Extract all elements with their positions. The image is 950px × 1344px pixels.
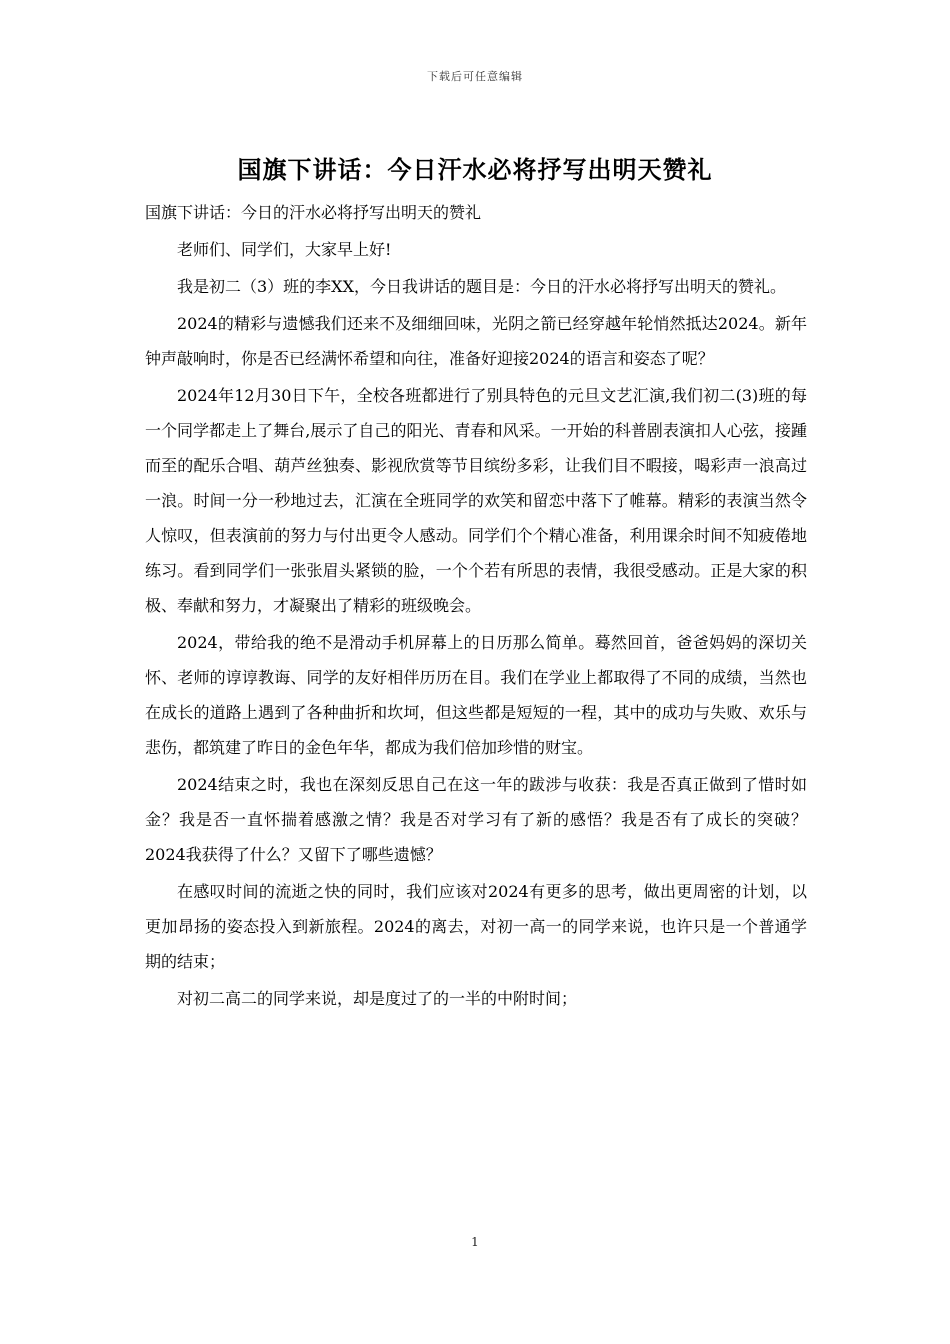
- subtitle-paragraph: 国旗下讲话：今日的汗水必将抒写出明天的赞礼: [145, 203, 482, 222]
- document-body: [145, 195, 807, 1018]
- body-paragraph: 2024，带给我的绝不是滑动手机屏幕上的日历那么简单。蓦然回首，爸爸妈妈的深切关怀、老师的谆谆教诲、同学的友好相伴历历在目。我们在学业上都取得了不同的成绩，当然也在成长的道路上遇到了各种曲折和坎坷，但这些都是短短的一程，其中的成功与失败、欢乐与悲伤，都筑建了昨日的金色年华，都成为我们倍加珍惜的财宝。: [145, 633, 807, 757]
- body-paragraph: 在感叹时间的流逝之快的同时，我们应该对2024有更多的思考，做出更周密的计划，以更加昂扬的姿态投入到新旅程。2024的离去，对初一高一的同学来说，也许只是一个普通学期的结束；: [145, 882, 807, 971]
- greeting-paragraph: 老师们、同学们，大家早上好!: [177, 240, 392, 259]
- body-paragraph: 对初二高二的同学来说，却是度过了的一半的中附时间；: [177, 989, 578, 1008]
- document-title: 国旗下讲话：今日汗水必将抒写出明天赞礼: [237, 155, 713, 184]
- body-paragraph: 2024结束之时，我也在深刻反思自己在这一年的跋涉与收获：我是否真正做到了惜时如金？我是否一直怀揣着感激之情？我是否对学习有了新的感悟？我是否有了成长的突破？2024我获得了什么？又留下了哪些遗憾？: [145, 775, 807, 864]
- page-number: 1: [471, 1235, 479, 1249]
- body-paragraph: 2024年12月30日下午，全校各班都进行了别具特色的元旦文艺汇演,我们初二(3)班的每一个同学都走上了舞台,展示了自己的阳光、青春和风采。一开始的科普剧表演扣人心弦，接踵而至的配乐合唱、葫芦丝独奏、影视欣赏等节目缤纷多彩，让我们目不暇接，喝彩声一浪高过一浪。时间一分一秒地过去，汇演在全班同学的欢笑和留恋中落下了帷幕。精彩的表演当然令人惊叹，但表演前的努力与付出更令人感动。同学们个个精心准备，利用课余时间不知疲倦地练习。看到同学们一张张眉头紧锁的脸，一个个若有所思的表情，我很受感动。正是大家的积极、奉献和努力，才凝聚出了精彩的班级晚会。: [145, 386, 807, 615]
- body-paragraph: 我是初二（3）班的李XX，今日我讲话的题目是：今日的汗水必将抒写出明天的赞礼。: [177, 277, 786, 296]
- header-note: 下载后可任意编辑: [427, 70, 523, 83]
- body-paragraph: 2024的精彩与遗憾我们还来不及细细回味，光阴之箭已经穿越年轮悄然抵达2024。新年钟声敲响时，你是否已经满怀希望和向往，准备好迎接2024的语言和姿态了呢？: [145, 314, 807, 368]
